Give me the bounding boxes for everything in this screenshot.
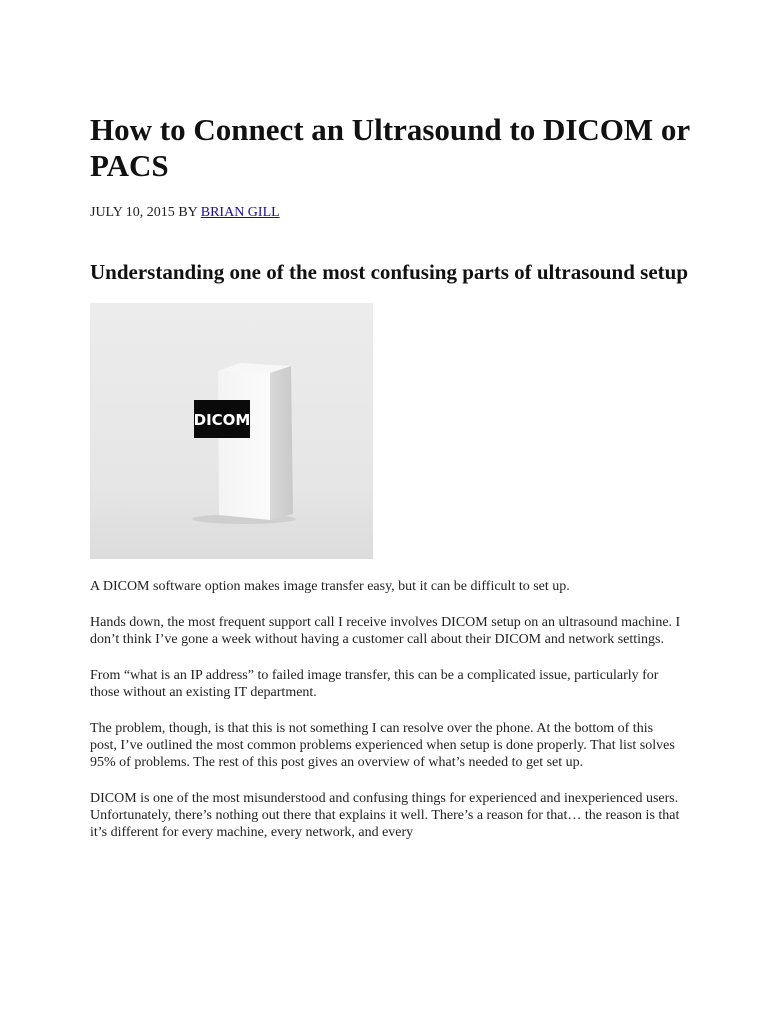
paragraph: DICOM is one of the most misunderstood and confusing things for experienced and inexperienced users. Unfortunately, there’s nothing out there that explains it well. There’s a reason for that… the reason is that it’s different for every machine, every network, and every: [90, 791, 680, 840]
post-date: JULY 10, 2015: [90, 205, 175, 220]
article: [90, 112, 690, 855]
dicom-box-label: DICOM: [193, 411, 251, 429]
author-link[interactable]: BRIAN GILL: [200, 205, 280, 220]
dicom-box-illustration: [90, 303, 373, 559]
article-title: How to Connect an Ultrasound to DICOM or PACS: [90, 112, 690, 183]
paragraph: From “what is an IP address” to failed image transfer, this can be a complicated issue, particularly for those without an existing IT department.: [90, 668, 659, 700]
paragraph: Hands down, the most frequent support call I receive involves DICOM setup on an ultrasound machine. I don’t think I’ve gone a week without having a customer call about their DICOM and network settings.: [90, 615, 681, 647]
article-subtitle: Understanding one of the most confusing parts of ultrasound setup: [90, 260, 688, 284]
image-caption: A DICOM software option makes image transfer easy, but it can be difficult to set up.: [90, 579, 570, 594]
byline-by: BY: [178, 205, 198, 220]
byline: [90, 204, 690, 222]
paragraph: The problem, though, is that this is not something I can resolve over the phone. At the bottom of this post, I’ve outlined the most common problems experienced when setup is done properly. That list solves 95% of problems. The rest of this post gives an overview of what’s needed to get set up.: [90, 721, 675, 770]
dicom-box-image: [90, 303, 373, 559]
